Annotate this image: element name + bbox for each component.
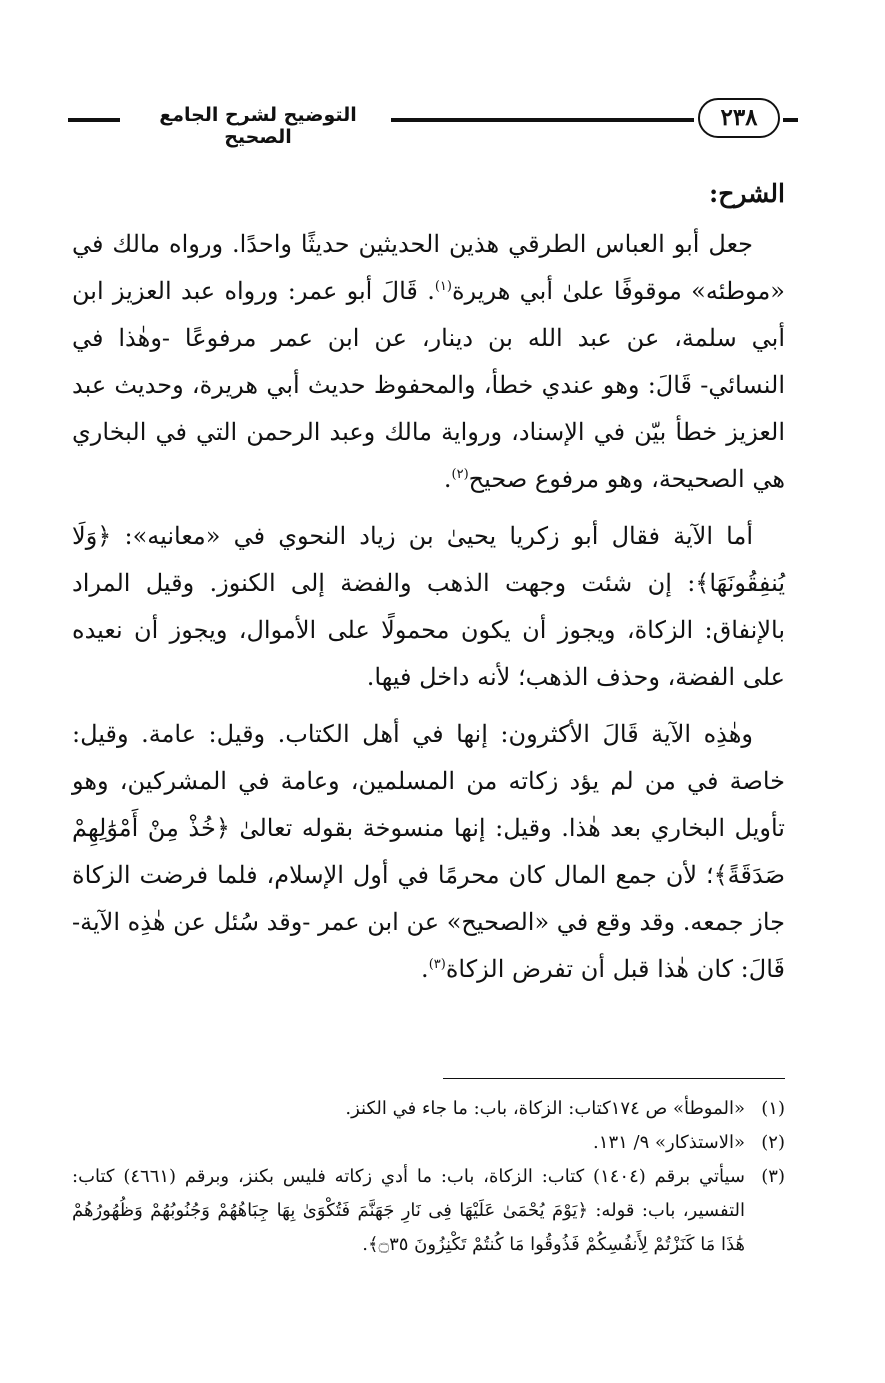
footnote-number: (٢) — [761, 1132, 785, 1153]
header-rule-middle — [391, 118, 694, 122]
section-heading: الشرح: — [708, 179, 785, 208]
paragraph-2: أما الآية فقال أبو زكريا يحيىٰ بن زياد النحوي في «معانيه»: ﴿وَلَا يُنفِقُونَهَا﴾: إن شئت وجهت الذهب والفضة إلى الكنوز. وقيل المراد بالإنفاق: الزكاة، ويجوز أن يكون محمولًا على الأموال، ويجوز أن نعيده على الفضة، وحذف الذهب؛ لأنه داخل فيها. — [72, 522, 786, 691]
paragraph-1-text-b: . قَالَ أبو عمر: ورواه عبد العزيز ابن أبي سلمة، عن عبد الله بن دينار، عن ابن عمر مرفوعًا -وهٰذا في النسائي- قَالَ: وهو عندي خطأ، والمحفوظ حديث أبي هريرة، وحديث عبد العزيز خطأ بيّن في الإسناد، ورواية مالك وعبد الرحمن التي في البخاري هي الصحيحة، وهو مرفوع صحيح — [72, 277, 786, 493]
footnote-text: «الاستذكار» ٩/ ١٣١. — [593, 1132, 745, 1153]
paragraph-3-text-a: وهٰذِه الآية قَالَ الأكثرون: إنها في أهل الكتاب. وقيل: عامة. وقيل: خاصة في من لم يؤد زكاته من المسلمين، وعامة في المشركين، وهو تأويل البخاري بعد هٰذا. وقيل: إنها منسوخة بقوله تعالىٰ ﴿خُذْ مِنْ أَمْوَٰلِهِمْ صَدَقَةً﴾؛ لأن جمع المال كان محرمًا في أول الإسلام، فلما فرضت الزكاة جاز جمعه. وقد وقع في «الصحيح» عن ابن عمر -وقد سُئل عن هٰذِه الآية- قَالَ: كان هٰذا قبل أن تفرض الزكاة — [72, 720, 786, 983]
footnote-text: «الموطأ» ص ١٧٤كتاب: الزكاة، باب: ما جاء في الكنز. — [345, 1098, 745, 1119]
main-text — [72, 170, 785, 1003]
paragraph-1-text-a: جعل أبو العباس الطرقي هذين الحديثين حديثًا واحدًا. ورواه مالك في «موطئه» موقوفًا علىٰ أبي هريرة — [72, 230, 785, 305]
footnote-text: سيأتي برقم (١٤٠٤) كتاب: الزكاة، باب: ما أدي زكاته فليس بكنز، وبرقم (٤٦٦١) كتاب: التفسير، باب: قوله: ﴿يَوْمَ يُحْمَىٰ عَلَيْهَا فِى نَارِ جَهَنَّمَ فَتُكْوَىٰ بِهَا جِبَاهُهُمْ وَجُنُوبُهُمْ وَظُهُورُهُمْ هَٰذَا مَا كَنَزْتُمْ لِأَنفُسِكُمْ فَذُوقُوا مَا كُنتُمْ تَكْنِزُونَ ۝٣٥﴾. — [72, 1166, 745, 1255]
footnote-separator — [443, 1078, 785, 1079]
footnote-number: (٣) — [761, 1166, 785, 1187]
footnotes — [72, 1092, 785, 1262]
footnote-3 — [72, 1160, 785, 1262]
footnote-ref-3: (٣) — [428, 957, 446, 972]
page-number: ٢٣٨ — [698, 98, 780, 138]
book-title: التوضيح لشرح الجامع الصحيح — [159, 104, 357, 148]
footnote-ref-2: (٢) — [451, 467, 469, 482]
paragraph-1 — [72, 221, 785, 503]
running-header — [68, 96, 796, 148]
paragraph-3-text-b: . — [421, 955, 429, 983]
header-rule-right — [783, 118, 798, 122]
footnote-number: (١) — [761, 1098, 785, 1119]
paragraph-3 — [72, 711, 785, 993]
paragraph-1-text-c: . — [443, 465, 452, 493]
footnote-1 — [72, 1092, 785, 1126]
footnote-2 — [72, 1126, 785, 1160]
footnote-ref-1: (١) — [434, 279, 452, 294]
header-rule-left — [68, 118, 120, 122]
